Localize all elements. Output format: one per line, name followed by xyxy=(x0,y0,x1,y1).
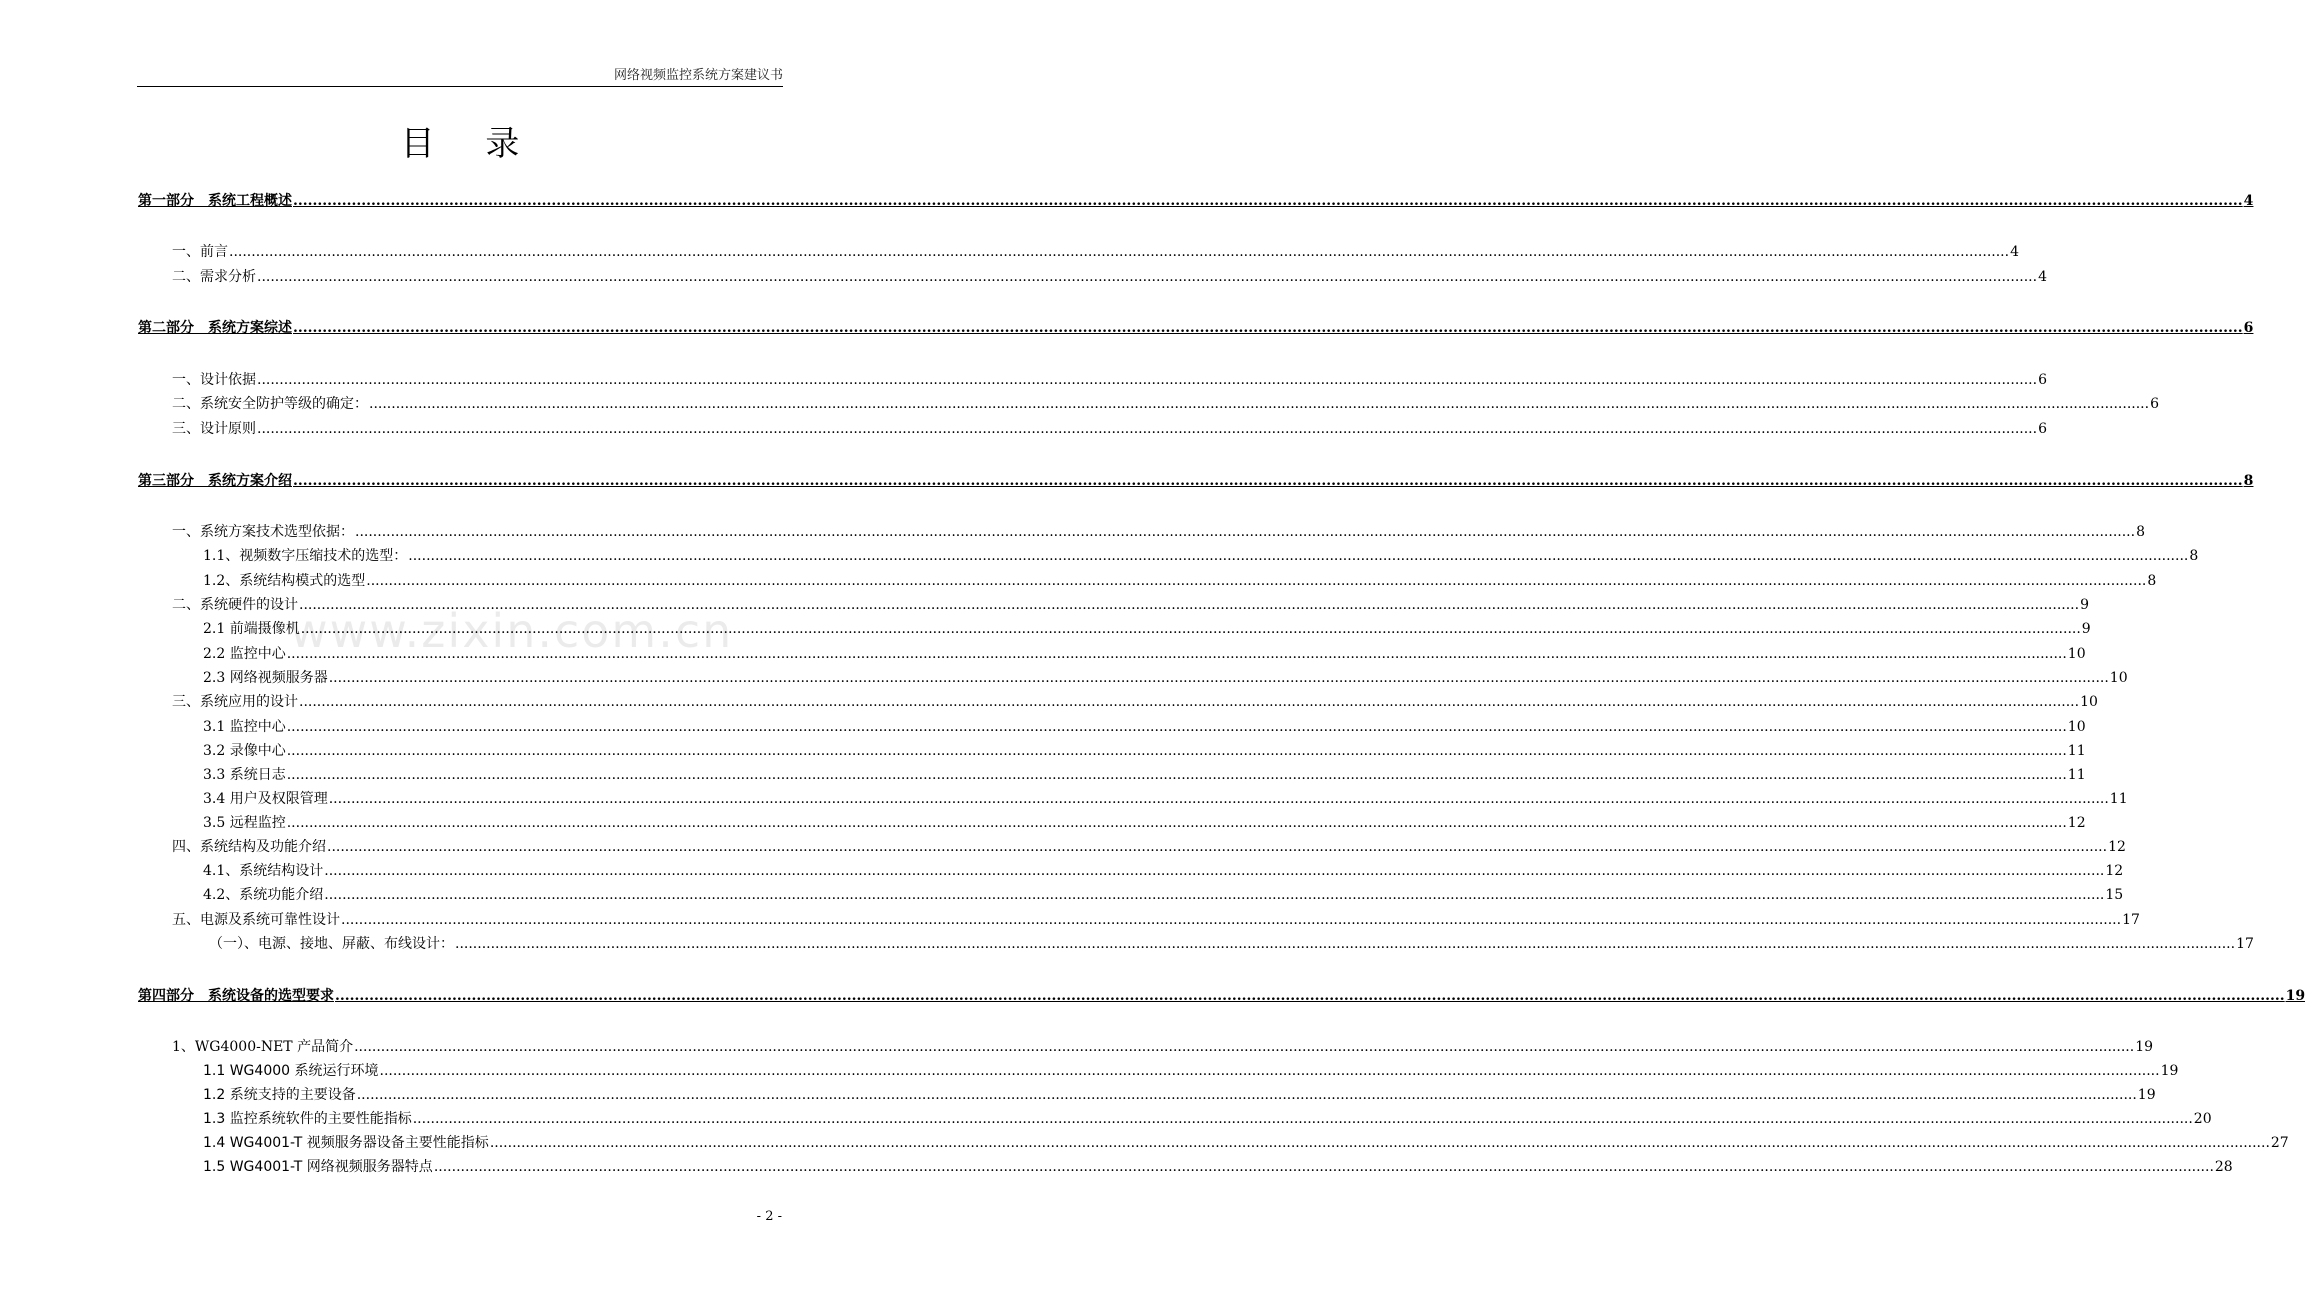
toc-page-number: 12 xyxy=(2067,815,2086,831)
toc-dot-leader: ................................................................................................................................................................................................................................................................................................................................................................................................................ xyxy=(356,1087,2137,1103)
toc-entry[interactable] xyxy=(203,1086,2156,1104)
toc-entry-label: 1.2、系统结构模式的选型 xyxy=(203,573,366,589)
toc-entry-label: 五、电源及系统可靠性设计 xyxy=(172,912,340,928)
toc-dot-leader: ................................................................................................................................................................................................................................................................................................................................................................................................................ xyxy=(355,524,2136,540)
toc-entry[interactable] xyxy=(172,838,2126,856)
toc-dot-leader: ................................................................................................................................................................................................................................................................................................................................................................................................................ xyxy=(379,1063,2160,1079)
toc-entry-label: 2.2 监控中心 xyxy=(203,646,286,662)
toc-dot-leader: ................................................................................................................................................................................................................................................................................................................................................................................................................ xyxy=(293,320,2243,336)
toc-entry-label: 2.3 网络视频服务器 xyxy=(203,670,328,686)
toc-page-number: 6 xyxy=(2150,396,2159,412)
toc-page-number: 6 xyxy=(2038,421,2047,437)
toc-entry[interactable] xyxy=(172,911,2140,929)
toc-page-number: 15 xyxy=(2105,887,2124,903)
toc-dot-leader: ................................................................................................................................................................................................................................................................................................................................................................................................................ xyxy=(286,646,2067,662)
toc-entry-label: 三、系统应用的设计 xyxy=(172,694,298,710)
toc-entry-label: 二、需求分析 xyxy=(172,269,256,285)
toc-entry-label: 3.2 录像中心 xyxy=(203,743,286,759)
toc-entry-label: 第三部分 系统方案介绍 xyxy=(138,473,292,489)
toc-page-number: 11 xyxy=(2067,767,2086,783)
toc-part-heading[interactable] xyxy=(138,319,2254,337)
toc-entry[interactable] xyxy=(203,572,2157,590)
toc-entry-label: 4.2、系统功能介绍 xyxy=(203,887,324,903)
toc-entry[interactable] xyxy=(203,886,2124,904)
toc-entry-label: （一）、电源、接地、屏蔽、布线设计： xyxy=(209,936,454,952)
toc-entry-label: 3.5 远程监控 xyxy=(203,815,286,831)
toc-page-number: 8 xyxy=(2147,573,2157,589)
toc-entry[interactable] xyxy=(203,620,2091,638)
toc-page-number: 17 xyxy=(2236,936,2254,952)
toc-dot-leader: ................................................................................................................................................................................................................................................................................................................................................................................................................ xyxy=(455,936,2236,952)
toc-entry[interactable] xyxy=(172,1038,2154,1056)
toc-part-heading[interactable] xyxy=(138,987,2305,1005)
toc-entry[interactable] xyxy=(172,371,2047,389)
toc-entry-label: 四、系统结构及功能介绍 xyxy=(172,839,326,855)
page-title: 目 录 xyxy=(400,124,540,164)
toc-dot-leader: ................................................................................................................................................................................................................................................................................................................................................................................................................ xyxy=(412,1111,2193,1127)
toc-entry[interactable] xyxy=(203,814,2086,832)
toc-entry-label: 1.4 WG4001-T 视频服务器设备主要性能指标 xyxy=(203,1135,489,1151)
toc-dot-leader: ................................................................................................................................................................................................................................................................................................................................................................................................................ xyxy=(300,621,2081,637)
toc-dot-leader: ................................................................................................................................................................................................................................................................................................................................................................................................................ xyxy=(286,767,2067,783)
toc-dot-leader: ................................................................................................................................................................................................................................................................................................................................................................................................................ xyxy=(324,887,2105,903)
toc-dot-leader: ................................................................................................................................................................................................................................................................................................................................................................................................................ xyxy=(293,473,2243,489)
toc-dot-leader: ................................................................................................................................................................................................................................................................................................................................................................................................................ xyxy=(335,988,2285,1004)
toc-dot-leader: ................................................................................................................................................................................................................................................................................................................................................................................................................ xyxy=(293,193,2243,209)
toc-entry[interactable] xyxy=(203,790,2128,808)
toc-entry[interactable] xyxy=(203,547,2199,565)
toc-dot-leader: ................................................................................................................................................................................................................................................................................................................................................................................................................ xyxy=(299,597,2080,613)
toc-entry[interactable] xyxy=(172,420,2047,438)
toc-entry[interactable] xyxy=(203,669,2128,687)
toc-page-number: 9 xyxy=(2081,621,2091,637)
page-number: - 2 - xyxy=(756,1209,782,1224)
toc-entry-label: 1.1 WG4000 系统运行环境 xyxy=(203,1063,379,1079)
toc-entry[interactable] xyxy=(203,742,2086,760)
toc-dot-leader: ................................................................................................................................................................................................................................................................................................................................................................................................................ xyxy=(354,1039,2135,1055)
toc-page-number: 10 xyxy=(2067,646,2086,662)
toc-page-number: 19 xyxy=(2285,988,2305,1004)
toc-page-number: 10 xyxy=(2080,694,2098,710)
toc-page-number: 10 xyxy=(2109,670,2128,686)
toc-entry-label: 3.3 系统日志 xyxy=(203,767,286,783)
toc-entry-label: 3.4 用户及权限管理 xyxy=(203,791,328,807)
toc-entry[interactable] xyxy=(172,268,2047,286)
toc-page-number: 28 xyxy=(2214,1159,2233,1175)
watermark: www.zixin.com.cn xyxy=(290,604,734,658)
toc-entry[interactable] xyxy=(203,718,2086,736)
toc-entry-label: 1.2 系统支持的主要设备 xyxy=(203,1087,356,1103)
toc-entry-label: 1、WG4000-NET 产品简介 xyxy=(172,1039,354,1055)
toc-entry[interactable] xyxy=(172,243,2019,261)
toc-page-number: 4 xyxy=(2038,269,2047,285)
toc-dot-leader: ................................................................................................................................................................................................................................................................................................................................................................................................................ xyxy=(328,670,2109,686)
toc-entry-label: 三、设计原则 xyxy=(172,421,256,437)
toc-page-number: 19 xyxy=(2135,1039,2154,1055)
toc-page-number: 11 xyxy=(2109,791,2128,807)
toc-dot-leader: ................................................................................................................................................................................................................................................................................................................................................................................................................ xyxy=(489,1135,2270,1151)
toc-dot-leader: ................................................................................................................................................................................................................................................................................................................................................................................................................ xyxy=(286,719,2067,735)
toc-entry[interactable] xyxy=(203,1158,2233,1176)
toc-entry-label: 2.1 前端摄像机 xyxy=(203,621,300,637)
toc-entry-label: 二、系统安全防护等级的确定： xyxy=(172,396,368,412)
toc-page-number: 8 xyxy=(2243,473,2254,489)
toc-entry[interactable] xyxy=(203,862,2124,880)
toc-page-number: 6 xyxy=(2038,372,2047,388)
toc-page-number: 12 xyxy=(2108,839,2126,855)
toc-dot-leader: ................................................................................................................................................................................................................................................................................................................................................................................................................ xyxy=(324,863,2105,879)
toc-page-number: 9 xyxy=(2080,597,2089,613)
toc-entry[interactable] xyxy=(172,596,2089,614)
toc-entry[interactable] xyxy=(172,523,2145,541)
toc-dot-leader: ................................................................................................................................................................................................................................................................................................................................................................................................................ xyxy=(257,421,2038,437)
toc-entry-label: 第一部分 系统工程概述 xyxy=(138,193,292,209)
toc-entry-label: 一、前言 xyxy=(172,244,228,260)
toc-dot-leader: ................................................................................................................................................................................................................................................................................................................................................................................................................ xyxy=(299,694,2080,710)
toc-page-number: 6 xyxy=(2243,320,2254,336)
toc-page-number: 8 xyxy=(2189,548,2199,564)
toc-entry[interactable] xyxy=(209,935,2254,953)
toc-dot-leader: ................................................................................................................................................................................................................................................................................................................................................................................................................ xyxy=(369,396,2150,412)
toc-entry[interactable] xyxy=(172,693,2098,711)
toc-page-number: 8 xyxy=(2136,524,2145,540)
toc-entry-label: 1.3 监控系统软件的主要性能指标 xyxy=(203,1111,412,1127)
toc-dot-leader: ................................................................................................................................................................................................................................................................................................................................................................................................................ xyxy=(408,548,2189,564)
toc-page-number: 19 xyxy=(2137,1087,2156,1103)
toc-entry-label: 一、系统方案技术选型依据： xyxy=(172,524,354,540)
toc-entry[interactable] xyxy=(203,766,2086,784)
toc-page-number: 12 xyxy=(2105,863,2124,879)
toc-part-heading[interactable] xyxy=(138,472,2254,490)
toc-entry-label: 1.5 WG4001-T 网络视频服务器特点 xyxy=(203,1159,433,1175)
toc-page-number: 19 xyxy=(2160,1063,2179,1079)
toc-dot-leader: ................................................................................................................................................................................................................................................................................................................................................................................................................ xyxy=(257,269,2038,285)
toc-entry-label: 第二部分 系统方案综述 xyxy=(138,320,292,336)
toc-entry[interactable] xyxy=(172,395,2159,413)
toc-dot-leader: ................................................................................................................................................................................................................................................................................................................................................................................................................ xyxy=(366,573,2147,589)
toc-entry[interactable] xyxy=(203,1062,2179,1080)
toc-dot-leader: ................................................................................................................................................................................................................................................................................................................................................................................................................ xyxy=(286,815,2067,831)
toc-entry[interactable] xyxy=(203,645,2086,663)
toc-dot-leader: ................................................................................................................................................................................................................................................................................................................................................................................................................ xyxy=(286,743,2067,759)
toc-entry-label: 一、设计依据 xyxy=(172,372,256,388)
toc-entry-label: 3.1 监控中心 xyxy=(203,719,286,735)
toc-page-number: 11 xyxy=(2067,743,2086,759)
toc-page-number: 27 xyxy=(2270,1135,2289,1151)
toc-entry-label: 4.1、系统结构设计 xyxy=(203,863,324,879)
toc-entry[interactable] xyxy=(203,1134,2289,1152)
toc-entry-label: 二、系统硬件的设计 xyxy=(172,597,298,613)
page-header: 网络视频监控系统方案建议书 xyxy=(137,64,783,87)
toc-dot-leader: ................................................................................................................................................................................................................................................................................................................................................................................................................ xyxy=(229,244,2010,260)
toc-dot-leader: ................................................................................................................................................................................................................................................................................................................................................................................................................ xyxy=(433,1159,2214,1175)
toc-dot-leader: ................................................................................................................................................................................................................................................................................................................................................................................................................ xyxy=(327,839,2108,855)
toc-page-number: 4 xyxy=(2010,244,2019,260)
toc-dot-leader: ................................................................................................................................................................................................................................................................................................................................................................................................................ xyxy=(341,912,2122,928)
toc-entry-label: 1.1、视频数字压缩技术的选型： xyxy=(203,548,408,564)
toc-page-number: 20 xyxy=(2193,1111,2212,1127)
toc-entry[interactable] xyxy=(203,1110,2212,1128)
toc-page-number: 17 xyxy=(2122,912,2140,928)
toc-dot-leader: ................................................................................................................................................................................................................................................................................................................................................................................................................ xyxy=(257,372,2038,388)
toc-entry-label: 第四部分 系统设备的选型要求 xyxy=(138,988,334,1004)
toc-page-number: 4 xyxy=(2243,193,2254,209)
toc-part-heading[interactable] xyxy=(138,192,2254,210)
toc-dot-leader: ................................................................................................................................................................................................................................................................................................................................................................................................................ xyxy=(328,791,2109,807)
toc-page-number: 10 xyxy=(2067,719,2086,735)
